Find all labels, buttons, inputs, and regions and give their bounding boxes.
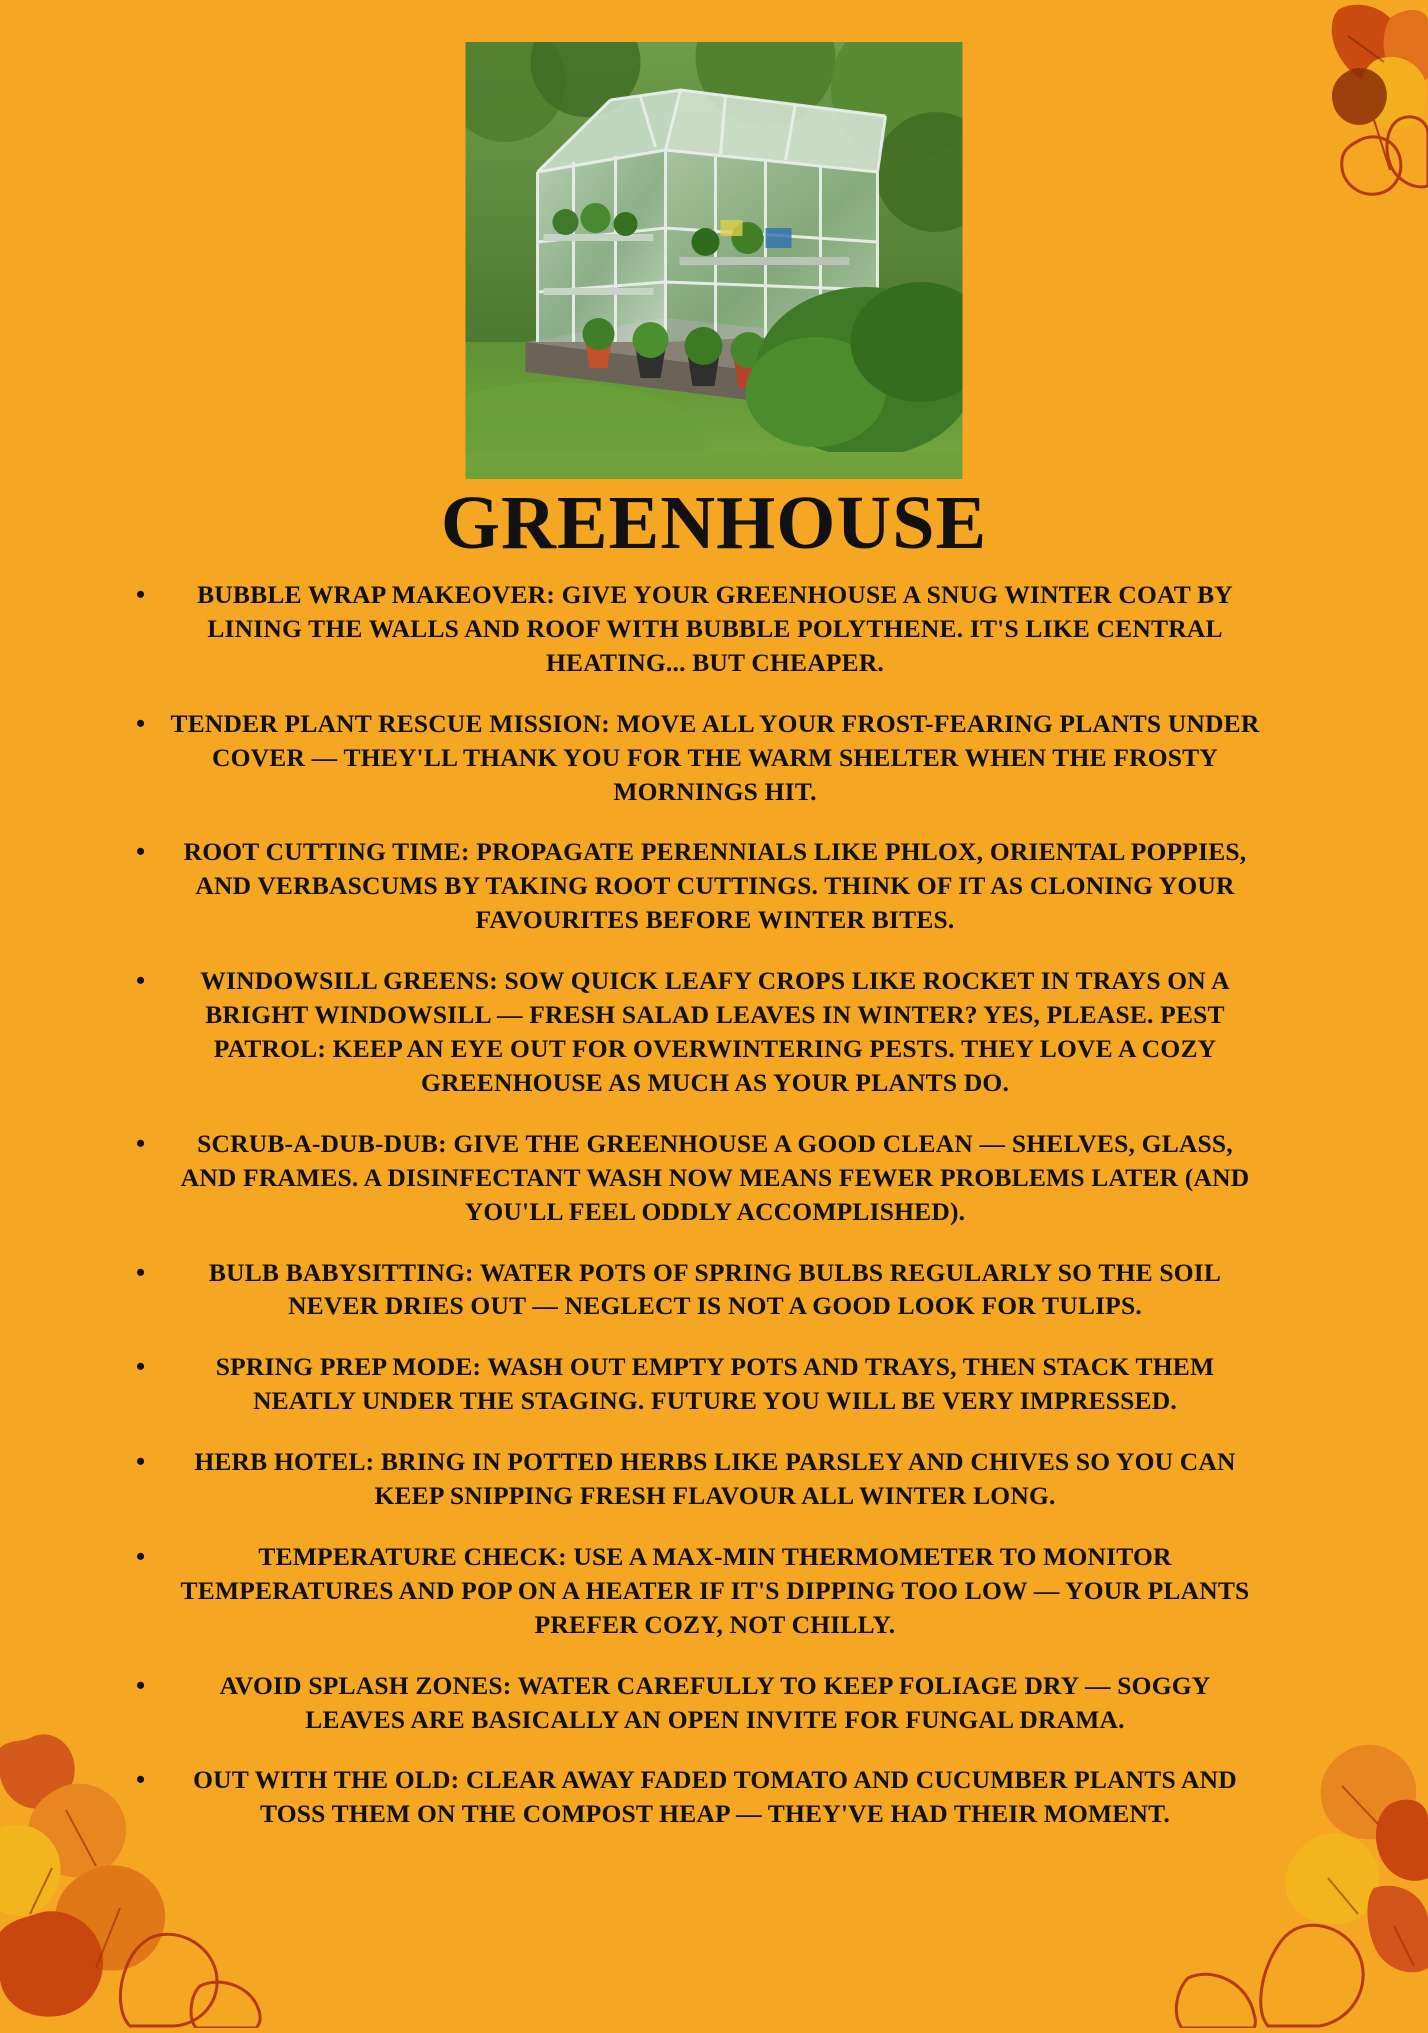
greenhouse-photo <box>466 42 963 479</box>
list-item: • TENDER PLANT RESCUE MISSION: MOVE ALL YOUR FROST-FEARING PLANTS UNDER COVER — THEY'LL THANK YOU FOR THE WARM SHELTER WHEN THE FROSTY MORNINGS HIT. <box>140 707 1290 809</box>
list-item: • WINDOWSILL GREENS: SOW QUICK LEAFY CROPS LIKE ROCKET IN TRAYS ON A BRIGHT WINDOWSILL — FRESH SALAD LEAVES IN WINTER? YES, PLEASE. PEST PATROL: KEEP AN EYE OUT FOR OVERWINTERING PESTS. THEY LOVE A COZY GREENHOUSE AS MUCH AS YOUR PLANTS DO. <box>140 964 1290 1100</box>
tips-list <box>140 578 1290 1858</box>
list-item: • SCRUB-A-DUB-DUB: GIVE THE GREENHOUSE A GOOD CLEAN — SHELVES, GLASS, AND FRAMES. A DISINFECTANT WASH NOW MEANS FEWER PROBLEMS LATER (AND YOU'LL FEEL ODDLY ACCOMPLISHED). <box>140 1127 1290 1229</box>
list-item: • ROOT CUTTING TIME: PROPAGATE PERENNIALS LIKE PHLOX, ORIENTAL POPPIES, AND VERBASCUMS BY TAKING ROOT CUTTINGS. THINK OF IT AS CLONING YOUR FAVOURITES BEFORE WINTER BITES. <box>140 835 1290 937</box>
list-item: • BUBBLE WRAP MAKEOVER: GIVE YOUR GREENHOUSE A SNUG WINTER COAT BY LINING THE WALLS AND ROOF WITH BUBBLE POLYTHENE. IT'S LIKE CENTRAL HEATING... BUT CHEAPER. <box>140 578 1290 680</box>
list-item: • HERB HOTEL: BRING IN POTTED HERBS LIKE PARSLEY AND CHIVES SO YOU CAN KEEP SNIPPING FRESH FLAVOUR ALL WINTER LONG. <box>140 1445 1290 1513</box>
list-item: • AVOID SPLASH ZONES: WATER CAREFULLY TO KEEP FOLIAGE DRY — SOGGY LEAVES ARE BASICALLY AN OPEN INVITE FOR FUNGAL DRAMA. <box>140 1669 1290 1737</box>
list-item: • OUT WITH THE OLD: CLEAR AWAY FADED TOMATO AND CUCUMBER PLANTS AND TOSS THEM ON THE COMPOST HEAP — THEY'VE HAD THEIR MOMENT. <box>140 1763 1290 1831</box>
list-item: • SPRING PREP MODE: WASH OUT EMPTY POTS AND TRAYS, THEN STACK THEM NEATLY UNDER THE STAGING. FUTURE YOU WILL BE VERY IMPRESSED. <box>140 1350 1290 1418</box>
page-title: GREENHOUSE <box>440 481 988 565</box>
autumn-leaves-icon-top-right <box>1128 0 1428 300</box>
greenhouse-photo-image <box>466 42 963 479</box>
list-item: • BULB BABYSITTING: WATER POTS OF SPRING BULBS REGULARLY SO THE SOIL NEVER DRIES OUT — NEGLECT IS NOT A GOOD LOOK FOR TULIPS. <box>140 1256 1290 1324</box>
list-item: • TEMPERATURE CHECK: USE A MAX-MIN THERMOMETER TO MONITOR TEMPERATURES AND POP ON A HEATER IF IT'S DIPPING TOO LOW — YOUR PLANTS PREFER COZY, NOT CHILLY. <box>140 1540 1290 1642</box>
